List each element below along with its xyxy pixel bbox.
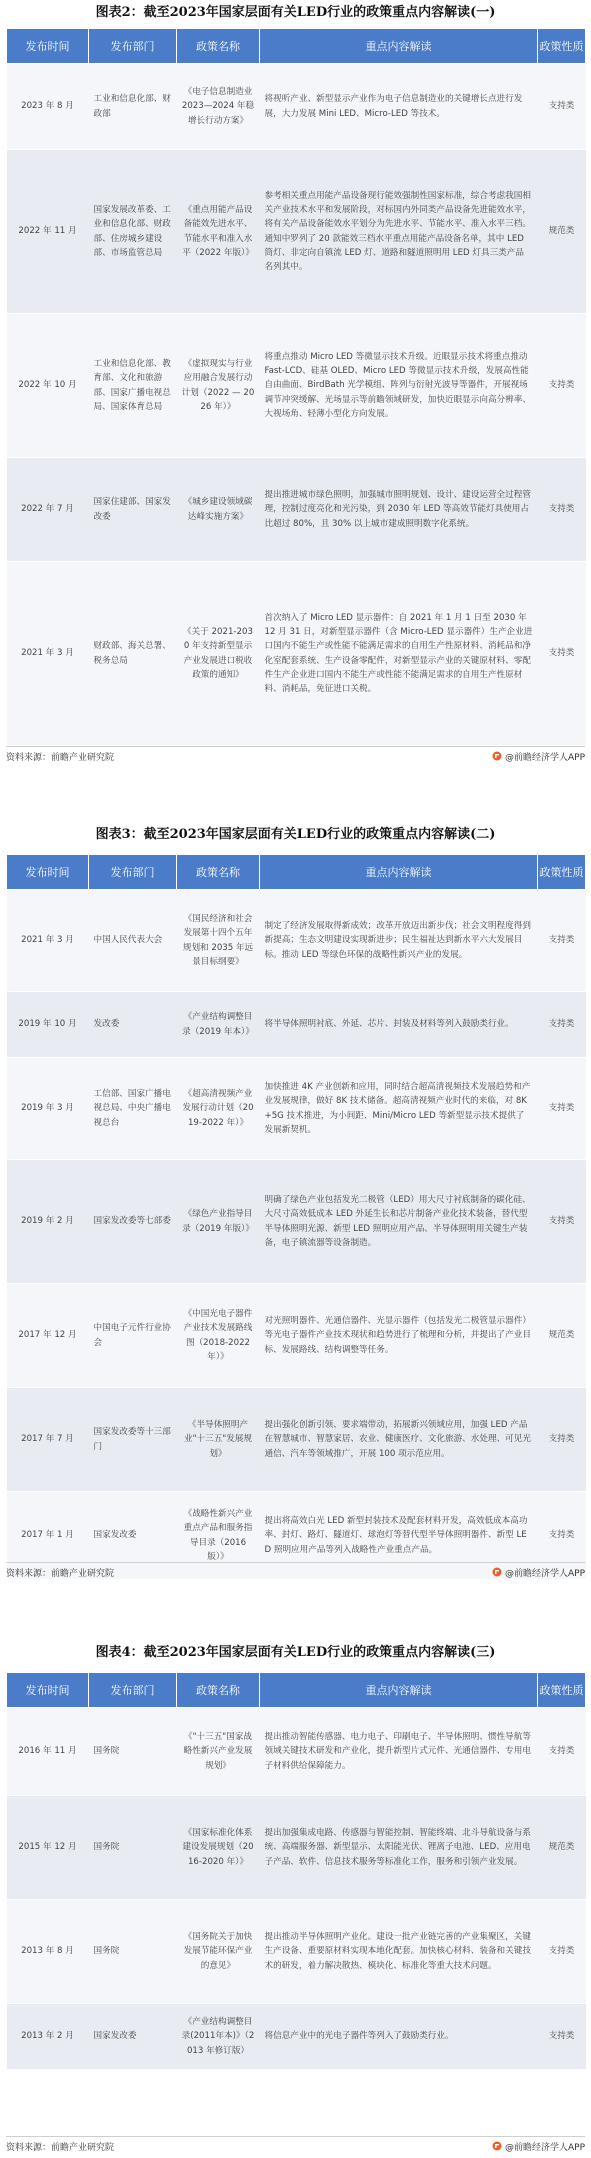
policy-section-2: [0, 822, 591, 848]
cell-content: 参考相关重点用能产品设备现行能效强制性国家标准，综合考虑我国相关产业技术水平和发展阶段，对标国内外同类产品设备先进能效水平，将有关产品设备能效水平划分为先进水平、节能水平、准入水平三档。通知中罗列了 20 款能效三档水平重点用能产品设备名单，其中 LED 筒灯、非定向自镇流 LED 灯、道路和隧道照明用 LED 灯具三类产品名列其中。: [260, 150, 538, 314]
cell-time: 2013 年 2 月: [7, 2004, 89, 2070]
brand-label: @前瞻经济学人APP: [504, 2142, 585, 2153]
cell-nature: 支持类: [538, 314, 586, 458]
cell-nature: 支持类: [538, 992, 586, 1058]
cell-content: 加快推进 4K 产业创新和应用，同时结合超高清视频技术发展趋势和产业发展规律，做好 8K 技术储备。超高清视频产业时代的来临，对 8K+5G 技术推进，为小间距、Mini/Micro LED 等新型显示技术提供了发展新契机。: [260, 1058, 538, 1160]
header-content: 重点内容解读: [260, 1673, 538, 1708]
cell-content: 将重点推动 Micro LED 等微显示技术升级。近眼显示技术将重点推动 Fast-LCD、硅基 OLED、Micro LED 等微显示技术升级，发展高性能自由曲面、BirdBath 光学模组、阵列与衍射光波导等器件，开展视场调节冲突缓解、光场显示等前瞻领域研发，加快近眼显示向高分辨率、大视场角、轻薄小型化方向发展。: [260, 314, 538, 458]
cell-name: 《虚拟现实与行业应用融合发展行动计划（2022 — 2026 年）》: [177, 314, 260, 458]
table-row: [7, 1058, 586, 1160]
source-footer: [6, 2136, 585, 2155]
cell-name: 《国家标准化体系建设发展规划（2016-2020 年）》: [177, 1796, 260, 1900]
cell-name: 《重点用能产品设备能效先进水平、节能水平和准入水平（2022 年版）》: [177, 150, 260, 314]
cell-time: 2021 年 3 月: [7, 890, 89, 992]
cell-dept: 中国人民代表大会: [89, 890, 177, 992]
brand-logo-icon: [492, 751, 502, 761]
cell-content: 提出强化创新引领、要求端带动，拓展新兴领域应用，加强 LED 产品在智慧城市、智慧家居、农业、健康医疗、文化旅游、水处理、可见光通信、汽车等领域推广，开展 100 项示范应用。: [260, 1388, 538, 1492]
cell-time: 2015 年 12 月: [7, 1796, 89, 1900]
policy-table-2: [6, 854, 586, 1580]
table-title: 图表4：截至2023年国家层面有关LED行业的政策重点内容解读(三): [95, 1645, 496, 1660]
cell-content: 提出推动智能传感器、电力电子、印刷电子、半导体照明、惯性导航等领域关键技术研发和产业化，提升新型片式元件、光通信器件、专用电子材料供给保障能力。: [260, 1708, 538, 1796]
cell-name: 《绿色产业指导目录（2019 年版）》: [177, 1160, 260, 1284]
cell-content: 首次纳入了 Micro LED 显示器件：自 2021 年 1 月 1 日至 2030 年 12 月 31 日，对新型显示器件（含 Micro-LED 显示器件）生产企业进口国内不能生产或性能不能满足需求的自用生产性原材料、消耗品和净化室配套系统、生产设备零配件，对新型显示产业的关键原材料、零配件生产企业进口国内不能生产或性能不能满足需求的自用生产性原材料、消耗品，免征进口关税。: [260, 562, 538, 746]
table-row: [7, 458, 586, 562]
cell-dept: 工业和信息化部、教育部、文化和旅游部、国家广播电视总局、国家体育总局: [89, 314, 177, 458]
header-dept: 发布部门: [89, 855, 177, 890]
header-time: 发布时间: [7, 855, 89, 890]
source-footer: [6, 1562, 585, 1581]
cell-name: 《半导体照明产业"十三五"发展规划》: [177, 1388, 260, 1492]
table-header-row: [7, 1673, 586, 1708]
source-label: 资料来源：前瞻产业研究院: [6, 752, 115, 763]
source-label: 资料来源：前瞻产业研究院: [6, 1568, 115, 1579]
source-footer: [6, 746, 585, 765]
cell-time: 2019 年 3 月: [7, 1058, 89, 1160]
cell-time: 2017 年 12 月: [7, 1284, 89, 1388]
cell-name: 《关于 2021-2030 年支持新型显示产业发展进口税收政策的通知》: [177, 562, 260, 746]
cell-content: 对光照明器件、光通信器件、光显示器件（包括发光二极管显示器件）等光电子器件产业技术现状和趋势进行了梳理和分析，并提出了产业目标、发展路线、结构调整等任务。: [260, 1284, 538, 1388]
table-row: [7, 150, 586, 314]
cell-nature: 支持类: [538, 1492, 586, 1580]
cell-time: 2017 年 1 月: [7, 1492, 89, 1580]
cell-dept: 国家发展改革委、工业和信息化部、财政部、住房城乡建设部、市场监管总局: [89, 150, 177, 314]
cell-dept: 国务院: [89, 1796, 177, 1900]
cell-dept: 中国电子元件行业协会: [89, 1284, 177, 1388]
brand-label: @前瞻经济学人APP: [504, 1568, 585, 1579]
table-row: [7, 1284, 586, 1388]
brand: [492, 2140, 585, 2153]
cell-nature: 支持类: [538, 1058, 586, 1160]
header-name: 政策名称: [177, 855, 260, 890]
header-content: 重点内容解读: [260, 855, 538, 890]
cell-nature: 规范类: [538, 1796, 586, 1900]
table-row: [7, 2004, 586, 2070]
cell-content: 提出将高效白光 LED 新型封装技术及配套材料开发，高效低成本高功率、封灯、路灯、隧道灯、球泡灯等替代型半导体照明器件、新型 LED 照明应用产品等列入战略性产业重点产品。: [260, 1492, 538, 1580]
header-time: 发布时间: [7, 1673, 89, 1708]
table-row: [7, 314, 586, 458]
cell-name: 《中国光电子器件产业技术发展路线图（2018-2022 年）》: [177, 1284, 260, 1388]
table-title: 图表2：截至2023年国家层面有关LED行业的政策重点内容解读(一): [95, 5, 496, 20]
cell-dept: 国家发改委: [89, 1492, 177, 1580]
cell-nature: 支持类: [538, 1160, 586, 1284]
cell-dept: 国家发改委等七部委: [89, 1160, 177, 1284]
cell-time: 2016 年 11 月: [7, 1708, 89, 1796]
brand: [492, 1566, 585, 1579]
header-nature: 政策性质: [538, 29, 586, 64]
table-row: [7, 890, 586, 992]
cell-name: 《国民经济和社会发展第十四个五年规划和 2035 年远景目标纲要》: [177, 890, 260, 992]
cell-time: 2017 年 7 月: [7, 1388, 89, 1492]
table-row: [7, 562, 586, 746]
table-row: [7, 992, 586, 1058]
cell-content: 将信息产业中的光电子器件等列入了鼓励类行业。: [260, 2004, 538, 2070]
cell-time: 2022 年 11 月: [7, 150, 89, 314]
cell-nature: 规范类: [538, 150, 586, 314]
table-row: [7, 1900, 586, 2004]
header-dept: 发布部门: [89, 29, 177, 64]
header-nature: 政策性质: [538, 1673, 586, 1708]
cell-name: 《产业结构调整目录(2011年本)》（2013 年修订版）: [177, 2004, 260, 2070]
cell-time: 2013 年 8 月: [7, 1900, 89, 2004]
header-name: 政策名称: [177, 1673, 260, 1708]
header-time: 发布时间: [7, 29, 89, 64]
cell-nature: 支持类: [538, 458, 586, 562]
header-content: 重点内容解读: [260, 29, 538, 64]
cell-time: 2019 年 10 月: [7, 992, 89, 1058]
cell-nature: 支持类: [538, 890, 586, 992]
table-row: [7, 1708, 586, 1796]
cell-time: 2019 年 2 月: [7, 1160, 89, 1284]
cell-time: 2022 年 10 月: [7, 314, 89, 458]
cell-dept: 财政部、海关总署、税务总局: [89, 562, 177, 746]
table-row: [7, 1160, 586, 1284]
table-row: [7, 1388, 586, 1492]
cell-content: 明确了绿色产业包括发光二极管（LED）用大尺寸衬底制备的碳化硅、大尺寸高效低成本 LED 外延生长和芯片制备产业化技术装备，替代型半导体照明光源、新型 LED 照明应用产品、半导体照明用关键生产装备，电子镇流器等设备制造。: [260, 1160, 538, 1284]
cell-time: 2023 年 8 月: [7, 64, 89, 150]
cell-time: 2021 年 3 月: [7, 562, 89, 746]
brand-logo-icon: [492, 2141, 502, 2151]
cell-dept: 国家发改委: [89, 2004, 177, 2070]
cell-dept: 发改委: [89, 992, 177, 1058]
cell-content: 将视听产业、新型显示产业作为电子信息制造业的关键增长点进行发展，大力发展 Mini LED、Micro-LED 等技术。: [260, 64, 538, 150]
policy-table-3: [6, 1672, 586, 2070]
cell-content: 提出加强集成电路、传感器与智能控制、智能终端、北斗导航设备与系统、高端服务器、新型显示、太阳能光伏、锂离子电池、LED、应用电子产品、软件、信息技术服务等标准化工作，服务和引领产业发展。: [260, 1796, 538, 1900]
cell-name: 《"十三五"国家战略性新兴产业发展规划》: [177, 1708, 260, 1796]
cell-nature: 支持类: [538, 1708, 586, 1796]
cell-dept: 国家住建部、国家发改委: [89, 458, 177, 562]
cell-content: 提出推进城市绿色照明，加强城市照明规划、设计、建设运营全过程管理，控制过度亮化和光污染，到 2030 年 LED 等高效节能灯具使用占比超过 80%，且 30% 以上城市建成照明数字化系统。: [260, 458, 538, 562]
cell-name: 《城乡建设领域碳达峰实施方案》: [177, 458, 260, 562]
cell-dept: 工业和信息化部、财政部: [89, 64, 177, 150]
cell-dept: 国务院: [89, 1900, 177, 2004]
cell-dept: 国家发改委等十三部门: [89, 1388, 177, 1492]
cell-name: 《电子信息制造业 2023—2024 年稳增长行动方案》: [177, 64, 260, 150]
cell-nature: 支持类: [538, 1388, 586, 1492]
brand-logo-icon: [492, 1567, 502, 1577]
cell-content: 制定了经济发展取得新成效；改革开放迈出新步伐；社会文明程度得到新提高；生态文明建设实现新进步；民生福祉达到新水平六大发展目标。推动 LED 等绿色环保的战略性新兴产业的发展。: [260, 890, 538, 992]
cell-name: 《超高清视频产业发展行动计划（2019-2022 年）》: [177, 1058, 260, 1160]
cell-name: 《战略性新兴产业重点产品和服务指导目录（2016 版）》: [177, 1492, 260, 1580]
table-header-row: [7, 29, 586, 64]
cell-name: 《国务院关于加快发展节能环保产业的意见》: [177, 1900, 260, 2004]
brand: [492, 750, 585, 763]
policy-section-3: [0, 1640, 591, 1666]
cell-nature: 支持类: [538, 1900, 586, 2004]
cell-content: 将半导体照明衬底、外延、芯片、封装及材料等列入鼓励类行业。: [260, 992, 538, 1058]
header-name: 政策名称: [177, 29, 260, 64]
source-label: 资料来源：前瞻产业研究院: [6, 2142, 115, 2153]
cell-nature: 规范类: [538, 1284, 586, 1388]
header-dept: 发布部门: [89, 1673, 177, 1708]
cell-content: 提出推动半导体照明产业化。建设一批产业链完善的产业集聚区，关键生产设备、重要原材料实现本地化配套。加快核心材料、装备和关键技术的研发，着力解决散热、模块化、标准化等重大技术问题。: [260, 1900, 538, 2004]
brand-label: @前瞻经济学人APP: [504, 752, 585, 763]
cell-dept: 国务院: [89, 1708, 177, 1796]
table-row: [7, 64, 586, 150]
policy-table-1: [6, 28, 586, 746]
header-nature: 政策性质: [538, 855, 586, 890]
cell-dept: 工信部、国家广播电视总局、中央广播电视总台: [89, 1058, 177, 1160]
cell-nature: 支持类: [538, 562, 586, 746]
cell-nature: 支持类: [538, 2004, 586, 2070]
cell-time: 2022 年 7 月: [7, 458, 89, 562]
table-title: 图表3：截至2023年国家层面有关LED行业的政策重点内容解读(二): [95, 827, 496, 842]
policy-section-1: [0, 0, 591, 26]
cell-nature: 支持类: [538, 64, 586, 150]
cell-name: 《产业结构调整目录（2019 年本）》: [177, 992, 260, 1058]
table-row: [7, 1796, 586, 1900]
table-header-row: [7, 855, 586, 890]
